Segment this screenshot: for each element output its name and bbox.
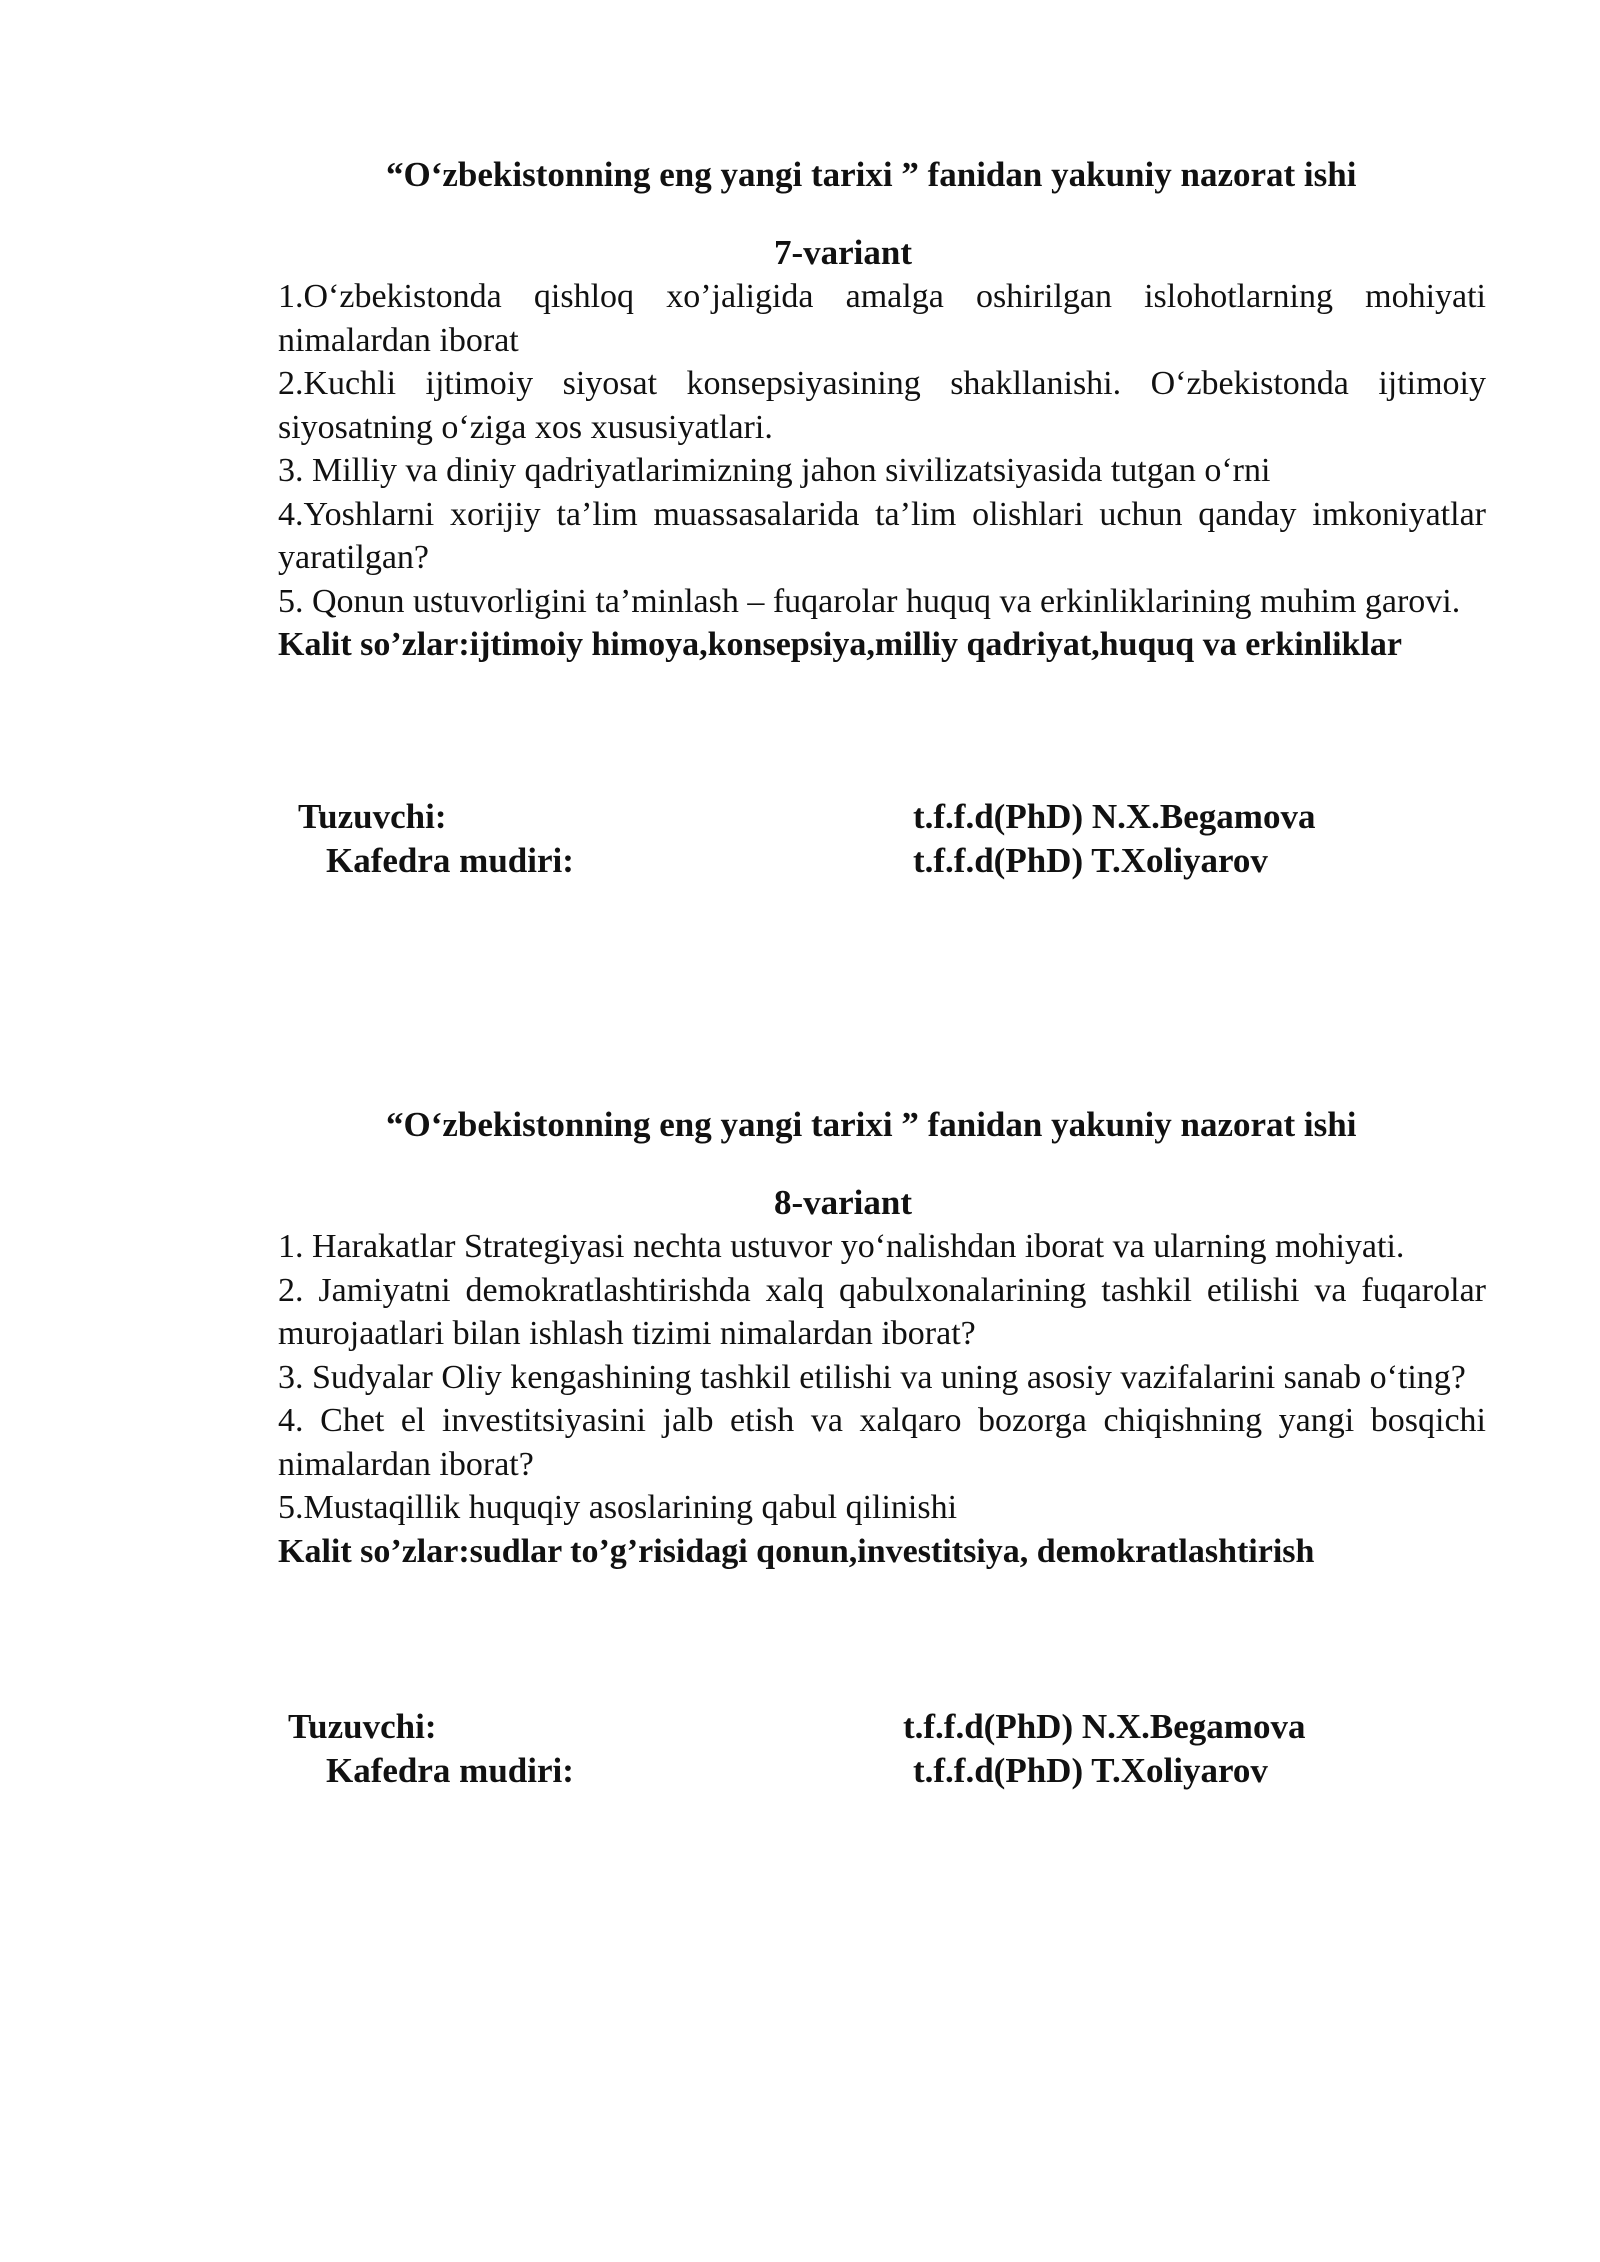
compiler-name: t.f.f.d(PhD) N.X.Begamova (913, 797, 1316, 836)
head-label: Kafedra mudiri: (326, 1750, 574, 1790)
exam-title: “O‘zbekistonning eng yangi tarixi ” fanidan yakuniy nazorat ishi (386, 155, 1357, 194)
variant-label: 8-variant (773, 1183, 913, 1222)
keywords-line: Kalit so’zlar:ijtimoiy himoya,konsepsiya,milliy qadriyat,huquq va erkinliklar (278, 626, 1402, 663)
head-name: t.f.f.d(PhD) T.Xoliyarov (913, 1750, 1268, 1790)
head-name: t.f.f.d(PhD) T.Xoliyarov (913, 840, 1268, 880)
questions-block (278, 1225, 1486, 1573)
head-label: Kafedra mudiri: (326, 840, 574, 880)
head-row (0, 1749, 1600, 1793)
head-row (0, 839, 1600, 883)
compiler-row (0, 1705, 1600, 1749)
compiler-label: Tuzuvchi: (288, 1707, 437, 1746)
signature-block (0, 795, 1600, 882)
question-item: 1.O‘zbekistonda qishloq xo’jaligida amalga oshirilgan islohotlarning mohiyati nimalardan iborat (278, 278, 1486, 359)
keywords-line: Kalit so’zlar:sudlar to’g’risidagi qonun,investitsiya, demokratlashtirish (278, 1532, 1315, 1570)
signature-block (0, 1705, 1600, 1792)
questions-block (278, 275, 1486, 667)
compiler-label: Tuzuvchi: (298, 797, 447, 836)
question-item: 4.Yoshlarni xorijiy ta’lim muassasalarida ta’lim olishlari uchun qanday imkoniyatlar yaratilgan? (278, 495, 1486, 576)
question-item: 5.Mustaqillik huquqiy asoslarining qabul qilinishi (278, 1489, 958, 1526)
question-item: 1. Harakatlar Strategiyasi nechta ustuvor yo‘nalishdan iborat va ularning mohiyati. (278, 1228, 1405, 1265)
exam-title: “O‘zbekistonning eng yangi tarixi ” fanidan yakuniy nazorat ishi (386, 1105, 1357, 1144)
compiler-name: t.f.f.d(PhD) N.X.Begamova (903, 1707, 1306, 1746)
compiler-row (0, 795, 1600, 839)
question-item: 4. Chet el investitsiyasini jalb etish va xalqaro bozorga chiqishning yangi bosqichi nimalardan iborat? (278, 1402, 1486, 1483)
question-item: 3. Sudyalar Oliy kengashining tashkil etilishi va uning asosiy vazifalarini sanab o‘ting? (278, 1358, 1466, 1396)
question-item: 3. Milliy va diniy qadriyatlarimizning jahon sivilizatsiyasida tutgan o‘rni (278, 452, 1271, 489)
question-item: 2.Kuchli ijtimoiy siyosat konsepsiyasining shakllanishi. O‘zbekistonda ijtimoiy siyosatning o‘ziga xos xususiyatlari. (278, 365, 1486, 446)
variant-label: 7-variant (773, 233, 913, 272)
question-item: 5. Qonun ustuvorligini ta’minlash – fuqarolar huquq va erkinliklarining muhim garovi. (278, 582, 1461, 620)
question-item: 2. Jamiyatni demokratlashtirishda xalq qabulxonalarining tashkil etilishi va fuqarolar murojaatlari bilan ishlash tizimi nimalardan iborat? (278, 1271, 1486, 1352)
